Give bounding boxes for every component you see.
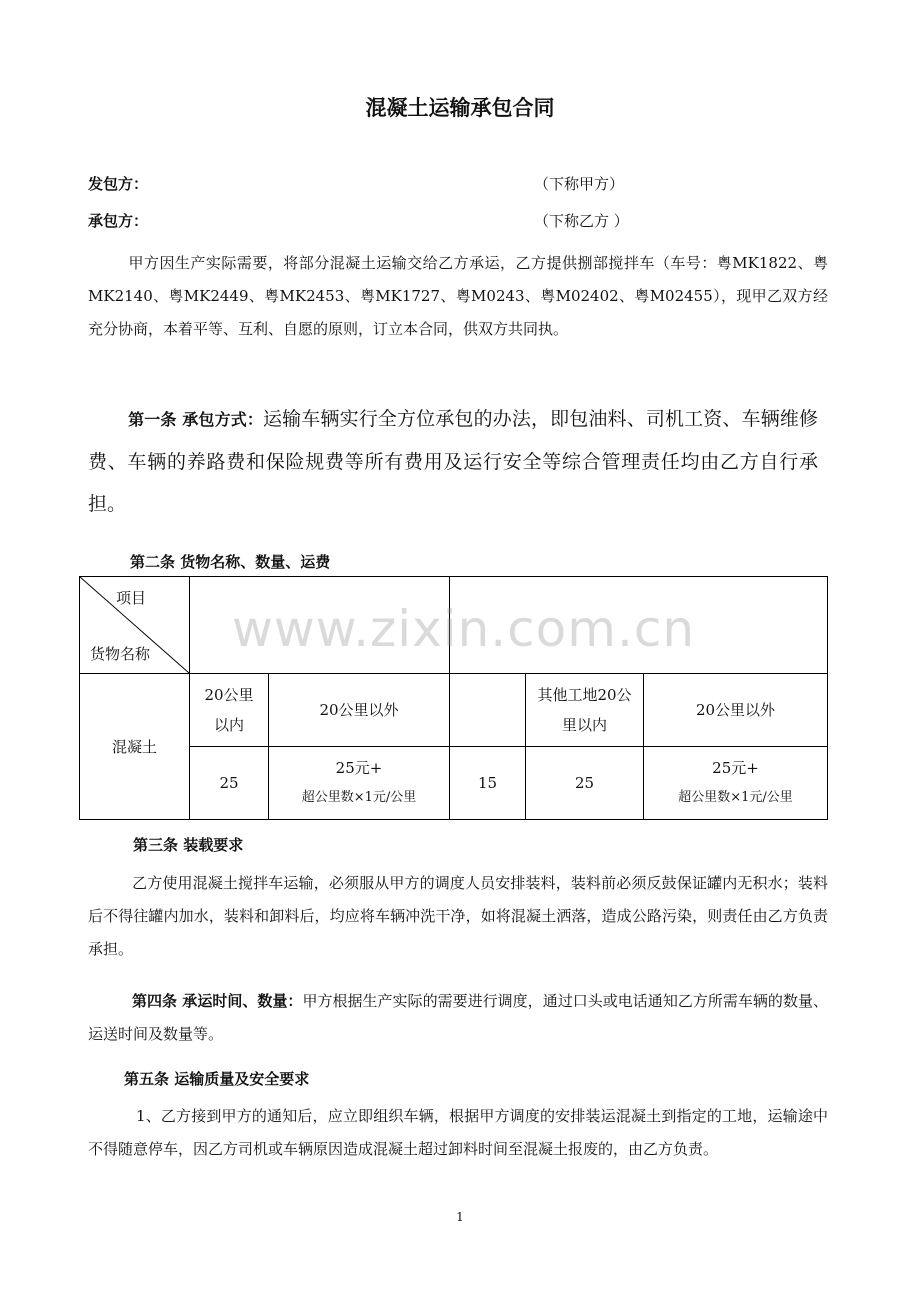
article1-paragraph: [88, 398, 818, 525]
diag-header-goods: 货物名称: [90, 645, 151, 663]
article4-label: 第四条 承运时间、数量：: [132, 992, 303, 1010]
table-empty-cell: [450, 577, 828, 674]
col-other-beyond20: 20公里以外: [644, 674, 828, 747]
intro-text: 甲方因生产实际需要，将部分混凝土运输交给乙方承运，乙方提供捌部搅拌车（车号：粤MK1822、粤MK2140、粤MK2449、粤MK2453、粤MK1727、粤M0243、粤M02402、粤M02455），现甲乙双方经充分协商，本着平等、互利、自愿的原则，订立本合同，供双方共同执。: [88, 254, 828, 338]
val-other-within20: 25: [526, 747, 644, 820]
val-other-beyond20: [644, 747, 828, 820]
table-empty-cell: [450, 674, 526, 747]
article4-text: 甲方根据生产实际的需要进行调度，通过口头或电话通知乙方所需车辆的数量、运送时间及数量等。: [88, 992, 828, 1043]
article5-heading: 第五条 运输质量及安全要求: [124, 1070, 310, 1088]
article3-text: 乙方使用混凝土搅拌车运输，必须服从甲方的调度人员安排装料，装料前必须反鼓保证罐内无积水；装料后不得往罐内加水，装料和卸料后，均应将车辆冲洗干净，如将混凝土洒落，造成公路污染，则责任由乙方负责承担。: [88, 874, 828, 958]
val-beyond20-line2: 超公里数×1元/公里: [301, 790, 417, 805]
contractor-label: 承包方：: [88, 212, 149, 230]
article3-paragraph: [88, 867, 828, 966]
val-other-beyond20-line2: 超公里数×1元/公里: [678, 790, 793, 805]
val-beyond20: [269, 747, 450, 820]
document-title: 混凝土运输承包合同: [365, 95, 555, 120]
issuer-label: 发包方：: [88, 175, 149, 193]
contractor-note: （下称乙方 ）: [534, 212, 629, 230]
val-mid: 15: [450, 747, 526, 820]
article1-text: 运输车辆实行全方位承包的办法，即包油料、司机工资、车辆维修费、车辆的养路费和保险规费等所有费用及运行安全等综合管理责任均由乙方自行承担。: [88, 408, 818, 515]
goods-name-cell: 混凝土: [80, 674, 190, 820]
article4-paragraph: [88, 985, 828, 1051]
article5-item1-text: 1、乙方接到甲方的通知后，应立即组织车辆，根据甲方调度的安排装运混凝土到指定的工地，运输途中不得随意停车，因乙方司机或车辆原因造成混凝土超过卸料时间至混凝土报废的，由乙方负责。: [88, 1107, 828, 1158]
article5-item1: [88, 1100, 828, 1166]
col-within20: 20公里以内: [190, 674, 269, 747]
issuer-note: （下称甲方）: [534, 175, 625, 193]
val-other-beyond20-line1: 25元+: [712, 759, 759, 777]
page-number: 1: [456, 1210, 464, 1224]
goods-table: [79, 576, 828, 820]
article1-label: 第一条 承包方式：: [128, 410, 263, 429]
val-within20: 25: [190, 747, 269, 820]
intro-paragraph: [88, 247, 828, 346]
col-other-within20: 其他工地20公里以内: [526, 674, 644, 747]
table-empty-cell: [190, 577, 450, 674]
col-beyond20: 20公里以外: [269, 674, 450, 747]
article2-heading: 第二条 货物名称、数量、运费: [130, 553, 331, 571]
val-beyond20-line1: 25元+: [335, 759, 383, 777]
article3-heading: 第三条 装载要求: [133, 836, 244, 854]
watermark: www.zixin.com.cn: [232, 600, 696, 658]
diag-header-item: 项目: [116, 589, 147, 607]
table-diagonal-header: [80, 577, 190, 674]
